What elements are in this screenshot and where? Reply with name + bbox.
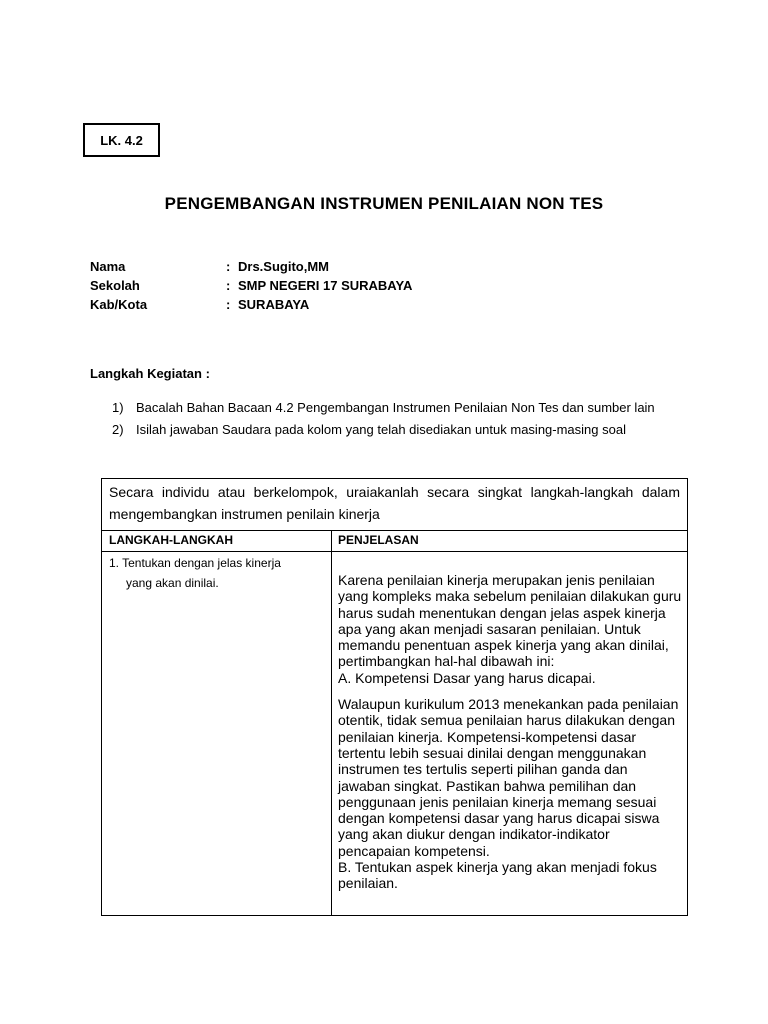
info-row-sekolah [90, 276, 412, 295]
info-colon: : [226, 297, 231, 312]
column-header-steps: LANGKAH-LANGKAH [109, 533, 233, 547]
task-instruction: Secara individu atau berkelompok, uraiakanlah secara singkat langkah-langkah dalam mengembangkan instrumen penilain kinerja [102, 479, 687, 531]
step-cell-line: 1. Tentukan dengan jelas kinerja [109, 556, 281, 570]
info-colon: : [226, 259, 231, 274]
explanation-paragraph: Karena penilaian kinerja merupakan jenis penilaian yang kompleks maka sebelum penilaian dilakukan guru harus sudah menentukan dengan jelas aspek kinerja apa yang akan menjadi sasaran penilaian. Untuk memandu penentuan aspek kinerja yang akan dinilai, pertimbangkan hal-hal dibawah ini: [338, 572, 682, 670]
info-label: Sekolah [90, 278, 140, 293]
info-label: Kab/Kota [90, 297, 148, 312]
steps-heading: Langkah Kegiatan : [90, 366, 210, 381]
step-number: 1) [112, 399, 124, 415]
explanation-point: A. Kompetensi Dasar yang harus dicapai. [338, 669, 596, 686]
info-value: SURABAYA [238, 297, 310, 312]
lk-label: LK. 4.2 [100, 132, 143, 148]
step-number: 2) [112, 421, 124, 437]
task-table [101, 478, 688, 916]
info-row-kab-kota [90, 295, 412, 314]
identity-block [90, 257, 412, 314]
table-header-row [102, 531, 687, 552]
info-label: Nama [90, 259, 126, 274]
table-cell-step [109, 553, 324, 593]
step-text: Isilah jawaban Saudara pada kolom yang telah disediakan untuk masing-masing soal [136, 421, 626, 437]
column-divider [331, 531, 332, 915]
document-title: PENGEMBANGAN INSTRUMEN PENILAIAN NON TES [164, 194, 604, 213]
lk-label-box [83, 123, 160, 157]
steps-list [112, 396, 655, 440]
info-row-nama [90, 257, 412, 276]
step-text: Bacalah Bahan Bacaan 4.2 Pengembangan Instrumen Penilaian Non Tes dan sumber lain [136, 399, 655, 415]
list-item [112, 396, 655, 418]
explanation-paragraph: Walaupun kurikulum 2013 menekankan pada penilaian otentik, tidak semua penilaian harus dilakukan dengan penilaian kinerja. Kompetensi-kompetensi dasar tertentu lebih sesuai dinilai dengan menggunakan instrumen tes tertulis seperti pilihan ganda dan jawaban singkat. Pastikan bahwa pemilihan dan penggunaan jenis penilaian kinerja memang sesuai dengan kompetensi dasar yang harus dicapai siswa yang akan diukur dengan indikator-indikator pencapaian kompetensi. [338, 696, 679, 859]
info-value: Drs.Sugito,MM [238, 259, 329, 274]
table-cell-explanation [338, 572, 682, 892]
info-value: SMP NEGERI 17 SURABAYA [238, 278, 413, 293]
info-colon: : [226, 278, 231, 293]
explanation-point: B. Tentukan aspek kinerja yang akan menjadi fokus penilaian. [338, 859, 657, 892]
column-header-explanation: PENJELASAN [338, 533, 419, 547]
list-item [112, 418, 655, 440]
step-cell-line: yang akan dinilai. [126, 576, 219, 590]
